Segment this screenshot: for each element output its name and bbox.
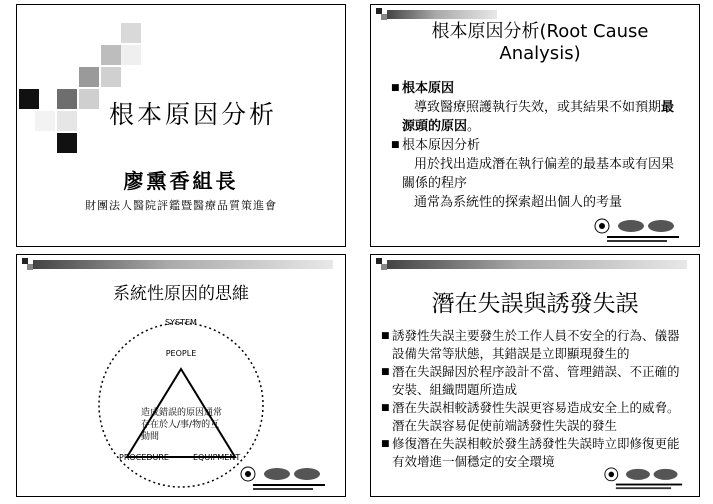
decor-square — [121, 45, 141, 65]
header-gradient-bar — [33, 260, 333, 269]
slide-latent-errors[interactable] — [370, 254, 700, 497]
bullet-text: 誘發性失誤主要發生於工作人員不安全的行為、儀器設備失常等狀態，其錯誤是立即顯現發生的 — [392, 328, 680, 361]
bullet-emphasis: 最源頭的原因 — [402, 100, 675, 134]
diagram-label-people: PEOPLE — [165, 349, 197, 358]
diagram-label-equipment: EQUIPMENT — [193, 453, 241, 462]
decor-square — [79, 67, 99, 87]
bullet-heading: 根本原因 — [402, 81, 455, 96]
bullet-body: 通常為系統性的探索超出個人的考量 — [414, 195, 623, 210]
decor-square — [79, 89, 99, 109]
bullet-item — [391, 136, 685, 155]
decor-square — [57, 133, 77, 153]
decor-square — [35, 111, 55, 131]
organization-name: 財團法人醫院評鑑暨醫療品質策進會 — [85, 199, 277, 212]
bullet-list — [381, 327, 687, 471]
slide-title-text: 根本原因分析 — [109, 100, 278, 129]
bullet-item — [391, 79, 685, 98]
logo-badge-icon — [593, 217, 693, 245]
slide-title[interactable] — [16, 4, 346, 247]
header-gradient-bar — [387, 260, 687, 269]
header-gradient-bar — [387, 10, 497, 19]
footer-logo — [239, 465, 339, 497]
system-circle — [99, 323, 263, 487]
slide-heading: 潛在失誤與誘發失誤 — [431, 291, 639, 317]
bullet-text: 導致醫療照護執行失效，或其結果不如預期 — [414, 100, 662, 115]
bullet-square-icon: ■ — [381, 331, 390, 341]
decor-square — [57, 111, 77, 131]
bullet-item — [381, 399, 687, 435]
diagram-center-text: 造成錯誤的原因通常存在於人/事/物的互動間 — [141, 408, 223, 442]
decor-square — [57, 89, 77, 109]
decor-square — [121, 23, 141, 43]
bullet-item — [381, 327, 687, 363]
bullet-list — [391, 79, 685, 212]
bullet-heading: 根本原因分析 — [402, 138, 481, 153]
bullet-body: 用於找出造成潛在執行偏差的最基本或有因果關係的程序 — [402, 157, 675, 191]
bullet-body — [391, 98, 685, 136]
bullet-text: 潛在失誤歸因於程序設計不當、管理錯誤、不正確的安裝、組織問題所造成 — [392, 364, 680, 397]
decor-square — [101, 67, 121, 87]
slide-heading: 系統性原因的思維 — [113, 284, 249, 304]
decor-square — [19, 89, 39, 109]
diagram-label-procedure: PROCEDURE — [119, 453, 169, 462]
bullet-square-icon: ■ — [391, 140, 400, 150]
bullet-square-icon: ■ — [391, 83, 400, 93]
decor-square — [101, 45, 121, 65]
bullet-text: 潛在失誤相較誘發性失誤更容易造成安全上的威脅。潛在失誤容易促使前端誘發性失誤的發生 — [392, 400, 680, 433]
bullet-item — [381, 363, 687, 399]
slide-system-thinking[interactable] — [16, 254, 346, 497]
seal-icon — [239, 465, 339, 493]
presenter-name: 廖熏香組長 — [123, 169, 239, 193]
bullet-text-end: 。 — [467, 119, 481, 134]
bullet-square-icon: ■ — [381, 439, 390, 449]
bullet-text: 修復潛在失誤相較於發生誘發性失誤時立即修復更能有效增進一個穩定的安全環境 — [392, 436, 680, 469]
slide-heading: 根本原因分析(Root Cause Analysis) — [431, 21, 649, 64]
footer-logo — [603, 465, 695, 497]
logo-badge-icon — [603, 465, 695, 493]
footer-logo — [593, 217, 693, 247]
slide-root-cause[interactable] — [370, 4, 700, 247]
bullet-square-icon: ■ — [381, 403, 390, 413]
diagram-label-system: SYSTEM — [165, 318, 197, 327]
bullet-square-icon: ■ — [381, 367, 390, 377]
